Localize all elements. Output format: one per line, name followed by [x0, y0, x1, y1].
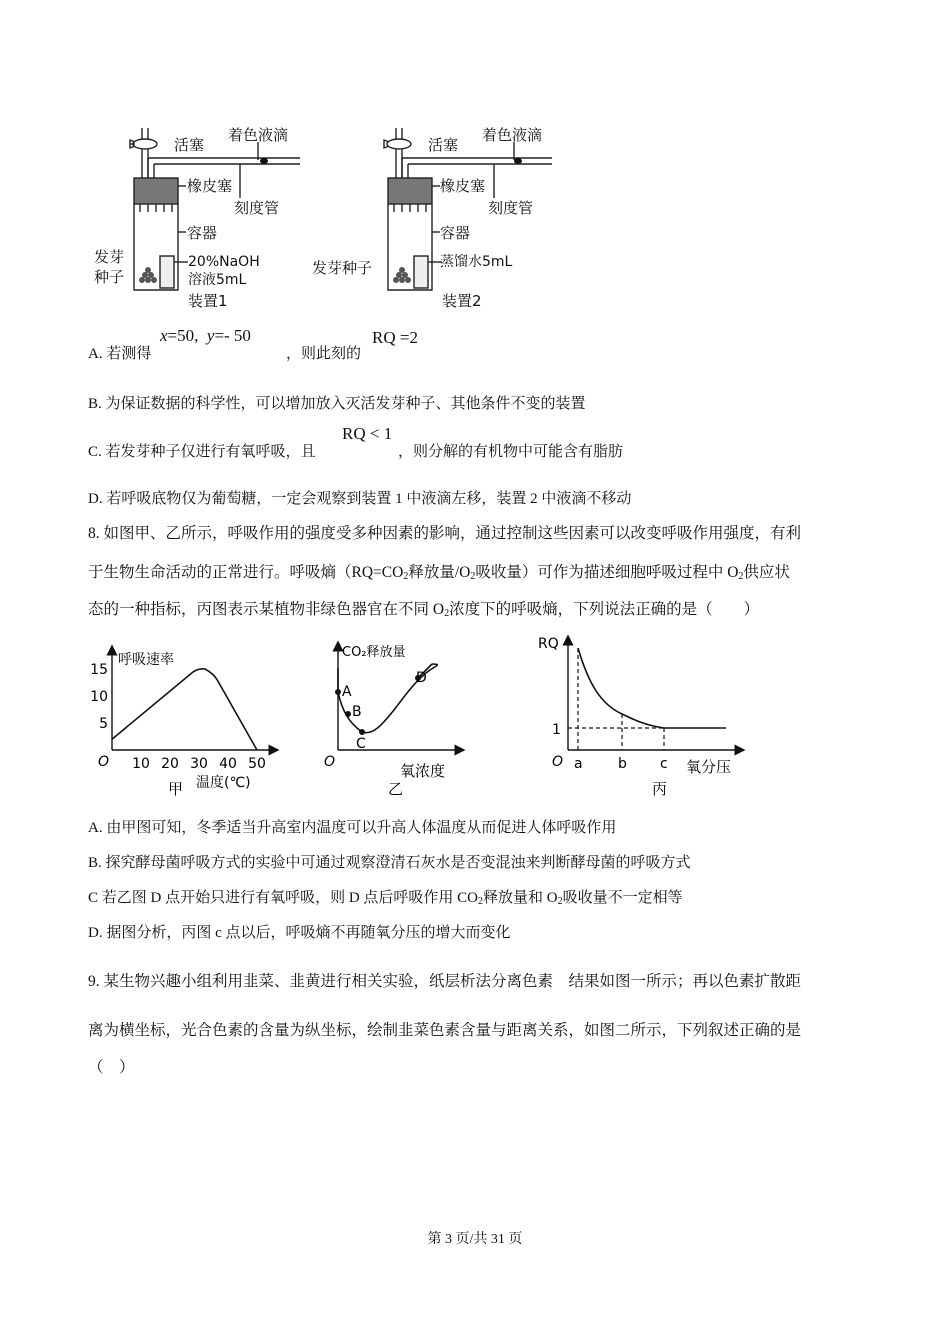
seeds-2 — [393, 267, 411, 283]
yi-label-d: D — [416, 670, 427, 686]
d2-seed-label: 发芽种子 — [312, 259, 373, 277]
chart-jia — [92, 642, 282, 802]
d1-container-label: 容器 — [187, 224, 218, 242]
yi-origin: O — [324, 754, 336, 770]
apparatus-figure — [90, 120, 570, 320]
yi-title: 乙 — [388, 780, 404, 798]
q7-option-a-mid: ，则此刻的 — [286, 346, 362, 362]
bing-series-line — [578, 648, 726, 728]
q7-option-d: D. 若呼吸底物仅为葡萄糖，一定会观察到装置 1 中液滴左移，装置 2 中液滴不移动 — [88, 491, 632, 507]
q7-option-c-math: RQ < 1 — [342, 424, 393, 443]
yi-label-a: A — [342, 684, 352, 700]
seeds-1 — [139, 267, 157, 283]
chart-yi — [318, 638, 468, 802]
q8-stem-line-3: 态的一种指标，丙图表示某植物非绿色器官在不同 $O_2$浓度下的呼吸熵，下列说法正确的是（ ） — [88, 601, 760, 619]
q7-math-x: x — [160, 326, 168, 345]
q9-stem-line-3: （ ） — [88, 1059, 135, 1076]
jia-xtick: 30 — [190, 756, 208, 772]
bing-xtick-b: b — [618, 756, 627, 772]
q7-option-c-prefix: C. 若发芽种子仅进行有氧呼吸，且 — [88, 444, 316, 460]
q8-option-c: C 若乙图 D 点开始只进行有氧呼吸，则 D 点后呼吸作用 $CO_2$释放量和 $O_2$吸收量不一定相等 — [88, 890, 683, 907]
yi-point-a — [335, 689, 341, 695]
jia-xtick: 10 — [132, 756, 150, 772]
d1-droplet-label: 着色液滴 — [228, 126, 289, 144]
jia-ytick: 15 — [90, 662, 108, 678]
bing-ylabel: RQ — [538, 636, 559, 652]
jia-origin: O — [98, 754, 110, 770]
d1-seed-label-1: 发芽 — [94, 248, 125, 266]
q7-math-yval: =- 50 — [214, 326, 251, 345]
page-footer: 第 3 页/共 31 页 — [427, 1232, 523, 1247]
bing-xlabel: 氧分压 — [686, 758, 732, 776]
d1-stopcock-label: 活塞 — [174, 136, 205, 154]
yi-label-b: B — [352, 704, 362, 720]
d2-caption: 装置2 — [442, 292, 482, 310]
q8-option-d: D. 据图分析，丙图 c 点以后，呼吸熵不再随氧分压的增大而变化 — [88, 925, 511, 941]
d2-droplet-label: 着色液滴 — [482, 126, 543, 144]
q7-option-c-suffix: ，则分解的有机物中可能含有脂肪 — [398, 444, 624, 460]
bing-ytick-1: 1 — [552, 722, 561, 738]
q8-stem-line-2: 于生物生命活动的正常进行。呼吸熵（$RQ=CO_2$释放量$/O_2$吸收量）可作为描述细胞呼吸过程中 $O_2$供应状 — [88, 564, 790, 582]
jia-ylabel: 呼吸速率 — [118, 652, 174, 668]
d1-caption: 装置1 — [188, 292, 228, 310]
q7-option-a-prefix: A. 若测得 — [88, 346, 152, 362]
yi-point-c — [359, 729, 365, 735]
jia-ytick: 5 — [99, 716, 108, 732]
q7-math-y: y — [206, 326, 215, 345]
d2-container-label: 容器 — [440, 224, 471, 242]
q7-math-xval: =50, — [167, 326, 199, 345]
yi-point-b — [345, 711, 351, 717]
yi-ylabel: CO₂释放量 — [342, 645, 406, 660]
q9-stem-line-2: 离为横坐标，光合色素的含量为纵坐标，绘制韭菜色素含量与距离关系，如图二所示，下列叙述正确的是 — [88, 1022, 802, 1039]
q8-stem-line-1: 8. 如图甲、乙所示，呼吸作用的强度受多种因素的影响，通过控制这些因素可以改变呼吸作用强度，有利 — [88, 525, 802, 542]
bing-xtick-c: c — [660, 756, 668, 772]
d1-tube-label: 刻度管 — [234, 199, 280, 217]
jia-xlabel: 温度(℃) — [196, 775, 251, 791]
q7-option-a-rq: RQ =2 — [372, 328, 418, 347]
q9-stem-line-1: 9. 某生物兴趣小组利用韭菜、韭黄进行相关实验，纸层析法分离色素 结果如图一所示；再以色素扩散距 — [88, 973, 802, 990]
bing-origin: O — [552, 754, 564, 770]
jia-xtick: 40 — [219, 756, 237, 772]
jia-title: 甲 — [168, 780, 184, 798]
d1-seed-label-2: 种子 — [94, 268, 125, 286]
yi-xlabel: 氧浓度 — [400, 762, 446, 780]
bing-title: 丙 — [652, 780, 668, 798]
q8-option-b: B. 探究酵母菌呼吸方式的实验中可通过观察澄清石灰水是否变混浊来判断酵母菌的呼吸方式 — [88, 855, 691, 871]
jia-xtick: 50 — [248, 756, 266, 772]
d1-solution-label-2: 溶液5mL — [188, 272, 247, 288]
q7-option-b: B. 为保证数据的科学性，可以增加放入灭活发芽种子、其他条件不变的装置 — [88, 396, 586, 412]
d2-stopper-label: 橡皮塞 — [440, 177, 486, 195]
d1-stopper-label: 橡皮塞 — [187, 177, 233, 195]
d1-solution-label-1: 20%NaOH — [188, 254, 260, 270]
d2-solution-label: 蒸馏水5mL — [440, 254, 513, 270]
q8-option-a: A. 由甲图可知，冬季适当升高室内温度可以升高人体温度从而促进人体呼吸作用 — [88, 820, 617, 836]
jia-ytick: 10 — [90, 689, 108, 705]
chart-bing — [540, 632, 750, 802]
d2-stopcock-label: 活塞 — [428, 136, 459, 154]
bing-xtick-a: a — [574, 756, 583, 772]
d2-tube-label: 刻度管 — [488, 199, 534, 217]
jia-xtick: 20 — [161, 756, 179, 772]
jia-series-line — [112, 669, 257, 750]
yi-label-c: C — [356, 736, 366, 752]
q7-option-a-math-xy — [160, 326, 251, 346]
